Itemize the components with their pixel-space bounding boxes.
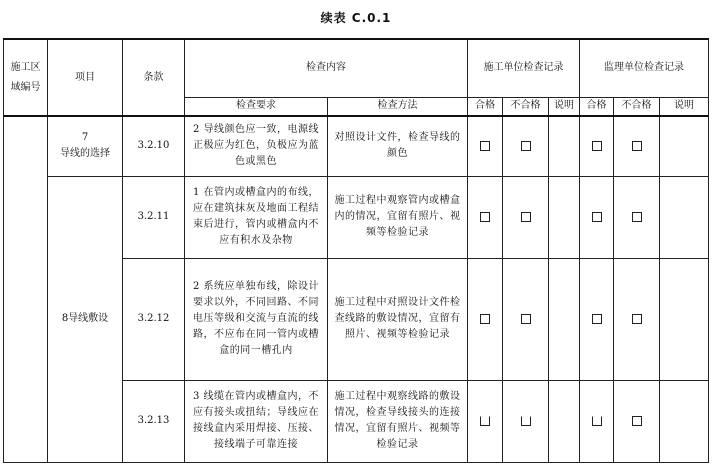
method-cell: 施工过程中观察线路的敷设情况，检查导线接头的连接情况，宜留有照片、视频等检验记录 — [328, 380, 468, 462]
supervisor-note-cell[interactable] — [660, 380, 709, 462]
method-cell: 对照设计文件，检查导线的颜色 — [328, 116, 468, 176]
supervisor-fail-checkbox[interactable] — [614, 258, 660, 380]
builder-pass-checkbox[interactable] — [468, 176, 503, 258]
inspection-table — [3, 38, 709, 463]
item-cell: 7 导线的选择 — [48, 116, 123, 176]
method-cell: 施工过程中观察管内或槽盒内的情况，宜留有照片、视频等检验记录 — [328, 176, 468, 258]
header-builder-pass: 合格 — [468, 97, 503, 116]
supervisor-pass-checkbox[interactable] — [580, 116, 614, 176]
builder-fail-checkbox[interactable] — [503, 176, 549, 258]
clause-cell: 3.2.13 — [123, 380, 185, 462]
header-builder-fail: 不合格 — [503, 97, 549, 116]
supervisor-note-cell[interactable] — [660, 258, 709, 380]
builder-note-cell[interactable] — [549, 258, 580, 380]
header-supervisor-note: 说明 — [660, 97, 709, 116]
supervisor-pass-checkbox[interactable] — [580, 380, 614, 462]
header-item: 项目 — [48, 39, 123, 116]
group-item-cell: 8导线敷设 — [48, 176, 123, 462]
builder-pass-checkbox[interactable] — [468, 116, 503, 176]
req-cell: 1 在管内或槽盒内的布线，应在建筑抹灰及地面工程结束后进行，管内或槽盒内不应有积水及杂物 — [185, 176, 328, 258]
table-row — [4, 176, 709, 258]
header-area: 施工区域编号 — [4, 39, 48, 116]
supervisor-pass-checkbox[interactable] — [580, 258, 614, 380]
header-method: 检查方法 — [328, 97, 468, 116]
builder-fail-checkbox[interactable] — [503, 258, 549, 380]
clause-cell: 3.2.12 — [123, 258, 185, 380]
builder-note-cell[interactable] — [549, 380, 580, 462]
header-builder: 施工单位检查记录 — [468, 39, 580, 97]
header-clause: 条款 — [123, 39, 185, 116]
builder-pass-checkbox[interactable] — [468, 258, 503, 380]
req-cell: 3 线缆在管内或槽盒内，不应有接头或扭结；导线应在接线盒内采用焊接、压接、接线端子可靠连接 — [185, 380, 328, 462]
builder-fail-checkbox[interactable] — [503, 116, 549, 176]
header-req: 检查要求 — [185, 97, 328, 116]
clause-cell: 3.2.10 — [123, 116, 185, 176]
method-cell: 施工过程中对照设计文件检查线路的敷设情况，宜留有照片、视频等检验记录 — [328, 258, 468, 380]
header-supervisor-pass: 合格 — [580, 97, 614, 116]
builder-pass-checkbox[interactable] — [468, 380, 503, 462]
supervisor-note-cell[interactable] — [660, 176, 709, 258]
builder-fail-checkbox[interactable] — [503, 380, 549, 462]
supervisor-pass-checkbox[interactable] — [580, 176, 614, 258]
header-supervisor-fail: 不合格 — [614, 97, 660, 116]
header-builder-note: 说明 — [549, 97, 580, 116]
header-row-1 — [4, 39, 709, 97]
builder-note-cell[interactable] — [549, 116, 580, 176]
req-cell: 2 系统应单独布线，除设计要求以外，不同回路、不同电压等级和交流与直流的线路，不应布在同一管内或槽盒的同一槽孔内 — [185, 258, 328, 380]
area-cell — [4, 116, 48, 462]
clause-cell: 3.2.11 — [123, 176, 185, 258]
header-content: 检查内容 — [185, 39, 468, 97]
supervisor-fail-checkbox[interactable] — [614, 380, 660, 462]
supervisor-fail-checkbox[interactable] — [614, 116, 660, 176]
builder-note-cell[interactable] — [549, 176, 580, 258]
table-title: 续表 C.0.1 — [320, 11, 392, 25]
supervisor-note-cell[interactable] — [660, 116, 709, 176]
header-supervisor: 监理单位检查记录 — [580, 39, 709, 97]
table-row — [4, 116, 709, 176]
req-cell: 2 导线颜色应一致，电源线正极应为红色，负极应为蓝色或黑色 — [185, 116, 328, 176]
supervisor-fail-checkbox[interactable] — [614, 176, 660, 258]
